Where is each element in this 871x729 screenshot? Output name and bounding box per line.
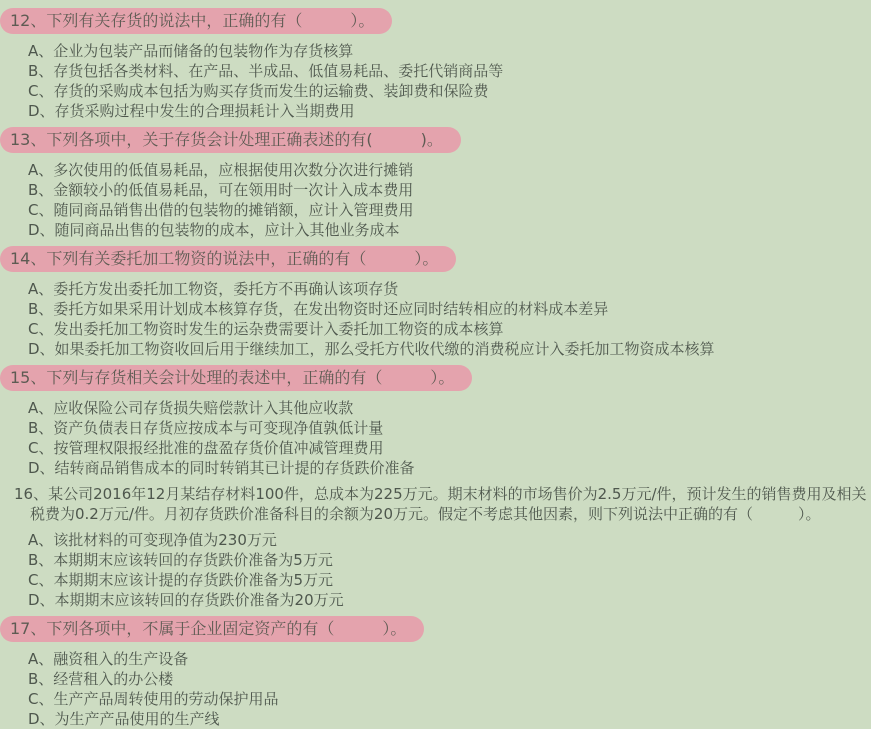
option-a: A、企业为包装产品而储备的包装物作为存货核算 xyxy=(28,42,354,60)
question-stem-highlighted: 17、下列各项中，不属于企业固定资产的有（ ）。 xyxy=(0,616,424,642)
option-b: B、资产负债表日存货应按成本与可变现净值孰低计量 xyxy=(28,419,384,437)
option-d: D、为生产产品使用的生产线 xyxy=(28,710,220,728)
question-16 xyxy=(0,484,871,610)
question-stem-highlighted: 15、下列与存货相关会计处理的表述中，正确的有（ ）。 xyxy=(0,365,472,391)
option-a: A、融资租入的生产设备 xyxy=(28,650,189,668)
option-b: B、金额较小的低值易耗品，可在领用时一次计入成本费用 xyxy=(28,181,414,199)
option-c: C、按管理权限报经批准的盘盈存货价值冲减管理费用 xyxy=(28,439,384,457)
question-stem-highlighted: 14、下列有关委托加工物资的说法中，正确的有（ ）。 xyxy=(0,246,456,272)
option-c: C、存货的采购成本包括为购买存货而发生的运输费、装卸费和保险费 xyxy=(28,82,489,100)
option-a: A、应收保险公司存货损失赔偿款计入其他应收款 xyxy=(28,399,354,417)
option-list xyxy=(0,649,871,729)
option-d: D、结转商品销售成本的同时转销其已计提的存货跌价准备 xyxy=(28,459,415,477)
question-stem-highlighted: 12、下列有关存货的说法中，正确的有（ ）。 xyxy=(0,8,392,34)
option-list xyxy=(0,160,871,240)
option-b: B、委托方如果采用计划成本核算存货，在发出物资时还应同时结转相应的材料成本差异 xyxy=(28,300,609,318)
question-13 xyxy=(0,127,871,240)
option-list xyxy=(0,530,871,610)
question-stem-highlighted: 13、下列各项中，关于存货会计处理正确表述的有( )。 xyxy=(0,127,461,153)
question-12 xyxy=(0,8,871,121)
option-list xyxy=(0,41,871,121)
question-stem: 16、某公司2016年12月某结存材料100件，总成本为225万元。期末材料的市场售价为2.5万元/件，预计发生的销售费用及相关税费为0.2万元/件。月初存货跌价准备科目的余额为20万元。假定不考虑其他因素，则下列说法中正确的有（ ）。 xyxy=(14,485,867,523)
option-d: D、本期期末应该转回的存货跌价准备为20万元 xyxy=(28,591,344,609)
option-list xyxy=(0,398,871,478)
option-d: D、如果委托加工物资收回后用于继续加工，那么受托方代收代缴的消费税应计入委托加工物资成本核算 xyxy=(28,340,715,358)
question-14 xyxy=(0,246,871,359)
option-a: A、多次使用的低值易耗品，应根据使用次数分次进行摊销 xyxy=(28,161,414,179)
option-c: C、本期期末应该计提的存货跌价准备为5万元 xyxy=(28,571,334,589)
option-c: C、发出委托加工物资时发生的运杂费需要计入委托加工物资的成本核算 xyxy=(28,320,504,338)
question-15 xyxy=(0,365,871,478)
option-b: B、经营租入的办公楼 xyxy=(28,670,174,688)
option-b: B、本期期末应该转回的存货跌价准备为5万元 xyxy=(28,551,333,569)
option-a: A、委托方发出委托加工物资，委托方不再确认该项存货 xyxy=(28,280,399,298)
option-a: A、该批材料的可变现净值为230万元 xyxy=(28,531,277,549)
option-d: D、存货采购过程中发生的合理损耗计入当期费用 xyxy=(28,102,355,120)
option-d: D、随同商品出售的包装物的成本，应计入其他业务成本 xyxy=(28,221,400,239)
option-list xyxy=(0,279,871,359)
option-b: B、存货包括各类材料、在产品、半成品、低值易耗品、委托代销商品等 xyxy=(28,62,504,80)
option-c: C、随同商品销售出借的包装物的摊销额，应计入管理费用 xyxy=(28,201,414,219)
question-17 xyxy=(0,616,871,729)
option-c: C、生产产品周转使用的劳动保护用品 xyxy=(28,690,279,708)
